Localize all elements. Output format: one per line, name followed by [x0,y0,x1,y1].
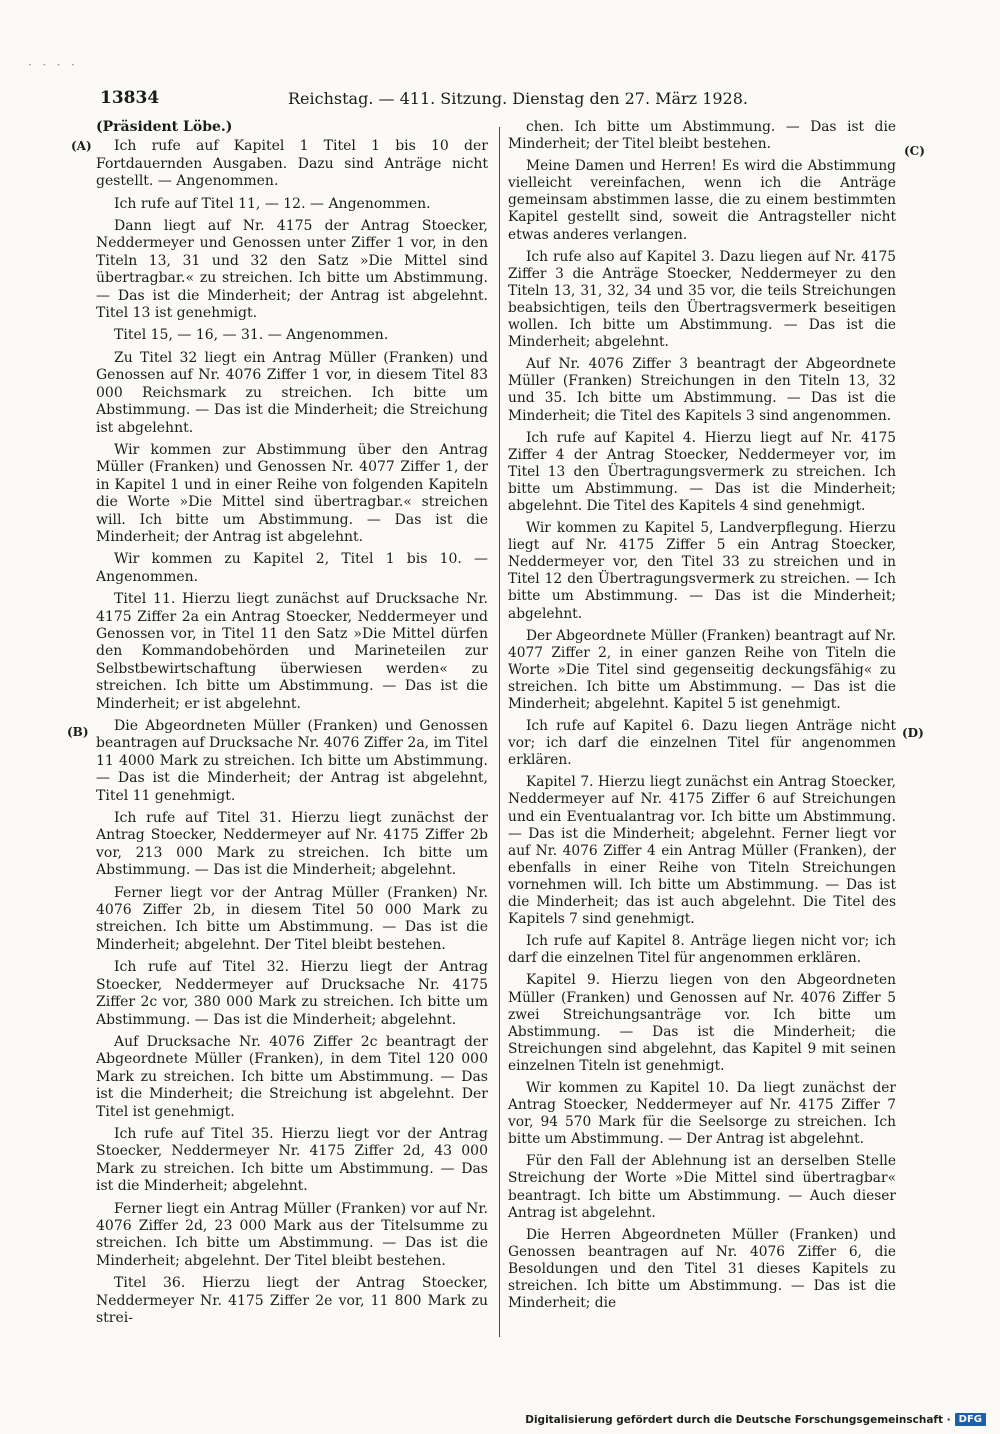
paragraph: Ich rufe also auf Kapitel 3. Dazu liegen auf Nr. 4175 Ziffer 3 die Anträge Stoecker, Neddermeyer zu den Titeln 13, 31, 32, 34 und 35 vor, die teils Streichungen beabsichtigen, teils den Übertragsvermerk beseitigen wollen. Ich bitte um Abstimmung. — Das ist die Minderheit; abgelehnt. [508,248,896,351]
margin-marker-a: (A) [71,139,92,153]
paragraph: Ich rufe auf Titel 35. Hierzu liegt vor der Antrag Stoecker, Neddermeyer Nr. 4175 Ziffer 2d, 43 000 Mark zu streichen. Ich bitte um Abstimmung. — Das ist die Minderheit; abgelehnt. [96,1125,488,1195]
margin-marker-b: (B) [67,725,89,739]
scan-mark: · · · · [28,58,78,73]
paragraph: Ich rufe auf Titel 11, — 12. — Angenommen. [114,195,431,212]
footer-credit: Digitalisierung gefördert durch die Deutsche Forschungsgemeinschaft · [525,1413,951,1426]
paragraph: Die Abgeordneten Müller (Franken) und Genossen beantragen auf Drucksache Nr. 4076 Ziffer 2a, im Titel 11 4000 Mark zu streichen. Ich bitte um Abstimmung. — Das ist die Minderheit; der Antrag ist abgelehnt, Titel 11 genehmigt. [96,718,488,804]
column-divider [499,127,500,1337]
paragraph: Wir kommen zur Abstimmung über den Antrag Müller (Franken) und Genossen Nr. 4077 Ziffer 1, der in Kapitel 1 und in einer Reihe von folgenden Kapiteln die Worte »Die Mittel sind übertragbar.« streichen will. Ich bitte um Abstimmung. — Das ist die Minderheit; der Antrag ist abgelehnt. [96,441,488,545]
paragraph: Titel 11. Hierzu liegt zunächst auf Drucksache Nr. 4175 Ziffer 2a ein Antrag Stoecker, Neddermeyer und Genossen vor, in Titel 11 den Satz »Die Mittel dürfen den Kommandobehörden und Marineteilen zur Selbstbewirtschaftung überwiesen werden« zu streichen. Ich bitte um Abstimmung. — Das ist die Minderheit; er ist abgelehnt. [96,591,488,712]
paragraph: Ferner liegt ein Antrag Müller (Franken) vor auf Nr. 4076 Ziffer 2d, 23 000 Mark aus der Titelsumme zu streichen. Ich bitte um Abstimmung. — Das ist die Minderheit; abgelehnt. Der Titel bleibt bestehen. [96,1200,488,1269]
right-column [508,119,896,1317]
dfg-logo: DFG [955,1413,986,1426]
paragraph: Zu Titel 32 liegt ein Antrag Müller (Franken) und Genossen auf Nr. 4076 Ziffer 1 vor, in diesem Titel 83 000 Reichsmark zu streichen. Ich bitte um Abstimmung. — Das ist die Minderheit; die Streichung ist abgelehnt. [96,349,488,436]
page-header [100,88,748,112]
paragraph: Ich rufe auf Titel 32. Hierzu liegt der Antrag Stoecker, Neddermeyer auf Drucksache Nr. 4175 Ziffer 2c vor, 380 000 Mark zu streichen. Ich bitte um Abstimmung. — Das ist die Minderheit; abgelehnt. [96,959,488,1028]
footer [525,1413,986,1426]
paragraph: Für den Fall der Ablehnung ist an derselben Stelle Streichung der Worte »Die Mittel sind übertragbar« beantragt. Ich bitte um Abstimmung. — Auch dieser Antrag ist abgelehnt. [508,1153,896,1221]
paragraph: chen. Ich bitte um Abstimmung. — Das ist die Minderheit; der Titel bleibt bestehen. [508,119,896,153]
paragraph: Meine Damen und Herren! Es wird die Abstimmung vielleicht vereinfachen, wenn ich die Anträge gemeinsam abstimmen lasse, die zu einem bestimmten Kapitel gestellt sind, soweit die Antragsteller nicht etwas anderes verlangen. [508,158,896,243]
left-column [96,119,488,1332]
paragraph: Ich rufe auf Kapitel 1 Titel 1 bis 10 der Fortdauernden Ausgaben. Dazu sind Anträge nicht gestellt. — Angenommen. [96,138,488,190]
paragraph: Wir kommen zu Kapitel 2, Titel 1 bis 10. — Angenommen. [96,551,488,585]
paragraph: Ich rufe auf Kapitel 6. Dazu liegen Anträge nicht vor; ich darf die einzelnen Titel für angenommen erklären. [508,718,896,769]
paragraph: Ich rufe auf Titel 31. Hierzu liegt zunächst der Antrag Stoecker, Neddermeyer auf Nr. 4175 Ziffer 2b vor, 213 000 Mark zu streichen. Ich bitte um Abstimmung. — Das ist die Minderheit; abgelehnt. [96,810,488,879]
speaker-label: (Präsident Löbe.) [96,119,233,135]
running-title: Reichstag. — 411. Sitzung. Dienstag den 27. März 1928. [288,89,748,108]
paragraph: Wir kommen zu Kapitel 10. Da liegt zunächst der Antrag Stoecker, Neddermeyer auf Nr. 4175 Ziffer 7 vor, 94 570 Mark für die Seelsorge zu streichen. Ich bitte um Abstimmung. — Der Antrag ist abgelehnt. [508,1079,896,1148]
paragraph: Titel 15, — 16, — 31. — Angenommen. [114,327,389,344]
margin-marker-d: (D) [902,726,924,740]
paragraph: Ich rufe auf Kapitel 4. Hierzu liegt auf Nr. 4175 Ziffer 4 der Antrag Stoecker, Neddermeyer vor, im Titel 13 den Übertragungsvermerk zu streichen. Ich bitte um Abstimmung. — Das ist die Minderheit; abgelehnt. Die Titel des Kapitels 4 sind genehmigt. [508,429,896,514]
paragraph: Ich rufe auf Kapitel 8. Anträge liegen nicht vor; ich darf die einzelnen Titel für angenommen erklären. [508,933,896,967]
paragraph: Auf Drucksache Nr. 4076 Ziffer 2c beantragt der Abgeordnete Müller (Franken), in dem Titel 120 000 Mark zu streichen. Ich bitte um Abstimmung. — Das ist die Minderheit; die Streichung ist abgelehnt. Der Titel ist genehmigt. [96,1033,488,1120]
paragraph: Die Herren Abgeordneten Müller (Franken) und Genossen beantragen auf Nr. 4076 Ziffer 6, die Besoldungen und den Titel 31 dieses Kapitels zu streichen. Ich bitte um Abstimmung. — Das ist die Minderheit; die [508,1226,896,1312]
margin-marker-c: (C) [904,144,925,158]
paragraph: Ferner liegt vor der Antrag Müller (Franken) Nr. 4076 Ziffer 2b, in diesem Titel 50 000 Mark zu streichen. Ich bitte um Abstimmung. — Das ist die Minderheit; abgelehnt. Der Titel bleibt bestehen. [96,884,488,953]
paragraph: Dann liegt auf Nr. 4175 der Antrag Stoecker, Neddermeyer und Genossen unter Ziffer 1 vor, in den Titeln 13, 31 und 32 den Satz »Die Mittel sind übertragbar.« zu streichen. Ich bitte um Abstimmung. — Das ist die Minderheit; der Antrag ist abgelehnt. Titel 13 ist genehmigt. [96,218,488,322]
paragraph: Auf Nr. 4076 Ziffer 3 beantragt der Abgeordnete Müller (Franken) Streichungen in den Titeln 13, 32 und 35. Ich bitte um Abstimmung. — Das ist die Minderheit; die Titel des Kapitels 3 sind angenommen. [508,356,896,424]
paragraph: Titel 36. Hierzu liegt der Antrag Stoecker, Neddermeyer Nr. 4175 Ziffer 2e vor, 11 800 Mark zu strei- [96,1275,488,1326]
page-number: 13834 [100,88,160,108]
paragraph: Der Abgeordnete Müller (Franken) beantragt auf Nr. 4077 Ziffer 2, in einer ganzen Reihe von Titeln die Worte »Die Titel sind gegenseitig deckungsfähig« zu streichen. Ich bitte um Abstimmung. — Das ist die Minderheit; abgelehnt. Kapitel 5 ist genehmigt. [508,627,896,712]
paragraph: Kapitel 7. Hierzu liegt zunächst ein Antrag Stoecker, Neddermeyer auf Nr. 4175 Ziffer 6 auf Streichungen und ein Eventualantrag vor. Ich bitte um Abstimmung. — Das ist die Minderheit; abgelehnt. Ferner liegt vor auf Nr. 4076 Ziffer 4 ein Antrag Müller (Franken), der ebenfalls in einer Reihe von Titeln Streichungen vornehmen will. Ich bitte um Abstimmung. — Das ist die Minderheit; das ist auch abgelehnt. Die Titel des Kapitels 7 sind genehmigt. [508,774,896,928]
paragraph: Kapitel 9. Hierzu liegen von den Abgeordneten Müller (Franken) und Genossen auf Nr. 4076 Ziffer 5 zwei Streichungsanträge vor. Ich bitte um Abstimmung. — Das ist die Minderheit; die Streichungen sind abgelehnt, das Kapitel 9 mit seinen einzelnen Titeln ist genehmigt. [508,972,896,1074]
paragraph: Wir kommen zu Kapitel 5, Landverpflegung. Hierzu liegt auf Nr. 4175 Ziffer 5 ein Antrag Stoecker, Neddermeyer vor, den Titel 33 zu streichen und in Titel 12 den Übertragungsvermerk zu streichen. — Ich bitte um Abstimmung. — Das ist die Minderheit; abgelehnt. [508,520,896,622]
